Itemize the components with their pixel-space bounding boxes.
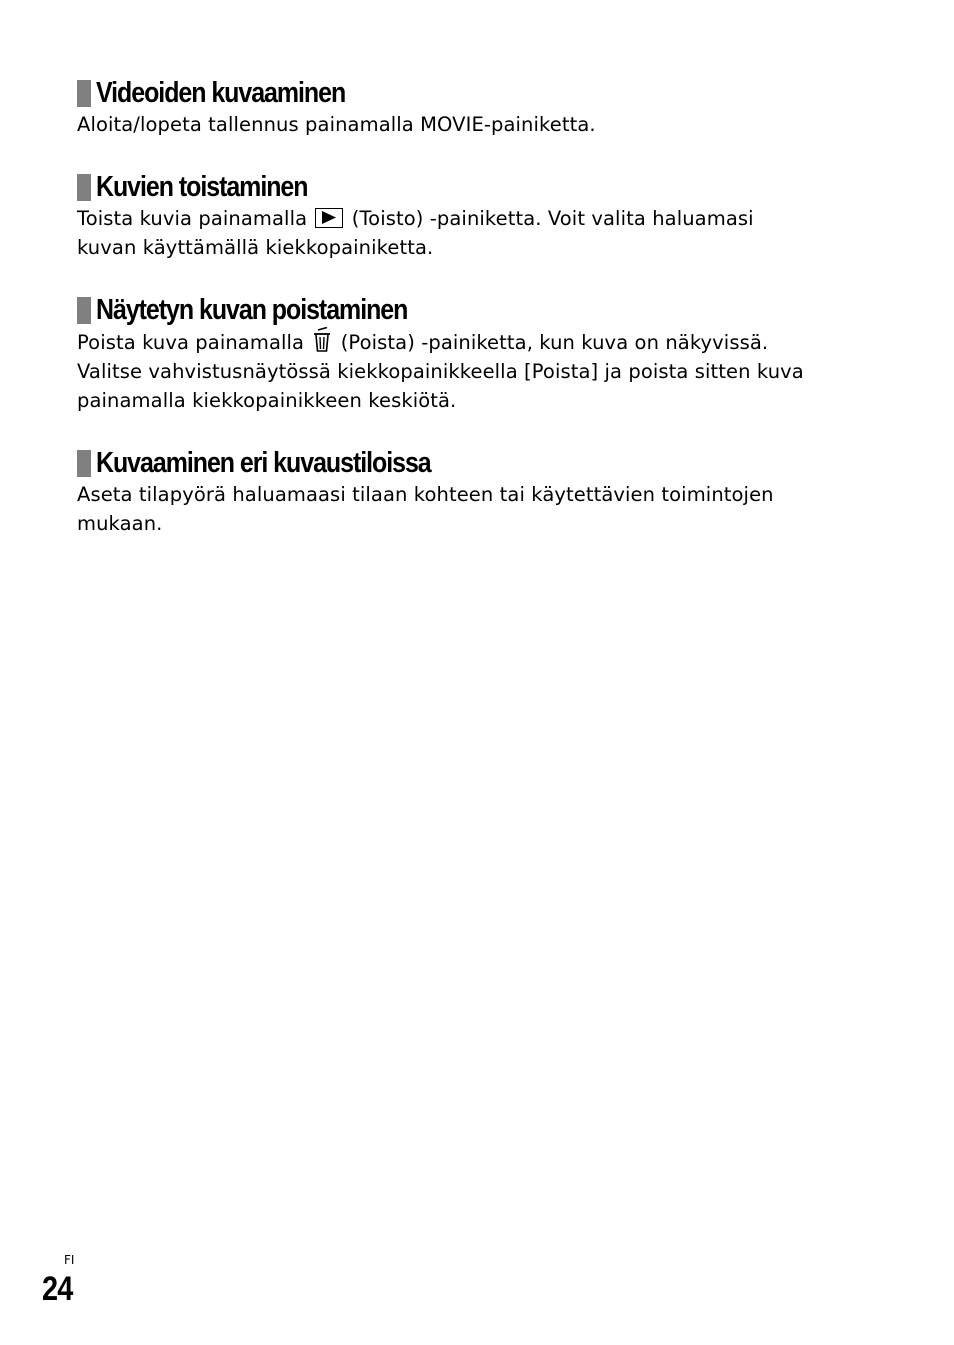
page-number: 24 <box>42 1270 73 1308</box>
body-text-segment: (Toisto) -painiketta. Voit valita haluamasi <box>351 207 754 230</box>
heading-text: Näytetyn kuvan poistaminen <box>96 293 408 326</box>
section-shooting-modes <box>77 448 857 538</box>
section-delete-image <box>77 295 857 415</box>
body-line: kuvan käyttämällä kiekkopainiketta. <box>77 236 434 259</box>
body-line: mukaan. <box>77 512 163 535</box>
section-body <box>77 480 857 538</box>
body-line: Aseta tilapyörä haluamaasi tilaan kohteen tai käytettävien toimintojen <box>77 483 774 506</box>
body-line: painamalla kiekkopainikkeen keskiötä. <box>77 389 457 412</box>
heading-text: Videoiden kuvaaminen <box>96 76 346 109</box>
section-video-recording <box>77 78 857 139</box>
section-heading <box>77 78 857 108</box>
heading-marker <box>77 80 91 107</box>
section-body <box>77 110 857 139</box>
section-body <box>77 327 857 415</box>
play-icon <box>315 208 343 228</box>
body-text-segment: Toista kuvia painamalla <box>77 207 308 230</box>
heading-marker <box>77 297 91 324</box>
section-heading <box>77 448 857 478</box>
heading-marker <box>77 174 91 201</box>
body-text-segment: (Poista) -painiketta, kun kuva on näkyvissä. <box>340 331 769 354</box>
body-line: Valitse vahvistusnäytössä kiekkopainikkeella [Poista] ja poista sitten kuva <box>77 360 804 383</box>
trash-icon <box>312 327 332 353</box>
heading-text: Kuvien toistaminen <box>96 170 308 203</box>
heading-text: Kuvaaminen eri kuvaustiloissa <box>96 446 431 479</box>
heading-marker <box>77 450 91 477</box>
body-line: Aloita/lopeta tallennus painamalla MOVIE-painiketta. <box>77 113 596 136</box>
section-body <box>77 204 857 262</box>
body-text-segment: Poista kuva painamalla <box>77 331 305 354</box>
section-playback <box>77 172 857 262</box>
section-heading <box>77 295 857 325</box>
language-code: FI <box>64 1253 75 1267</box>
section-heading <box>77 172 857 202</box>
